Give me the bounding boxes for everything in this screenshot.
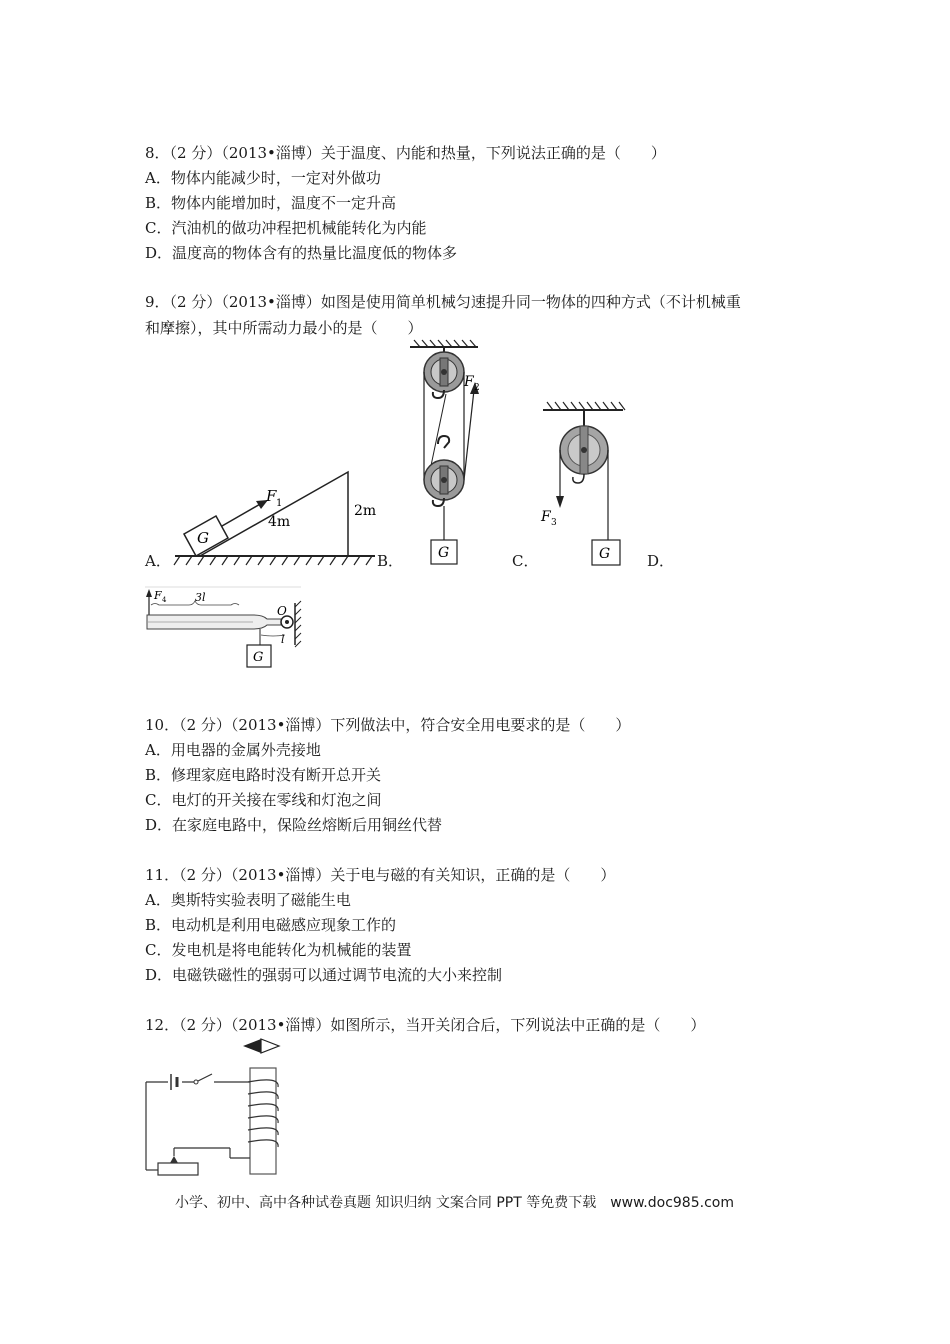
- q9-label-a: A．: [145, 552, 171, 570]
- q10-option-b: B．修理家庭电路时没有断开总开关: [145, 766, 382, 784]
- q9-label-b: B．: [377, 552, 404, 570]
- q11-option-d: D．电磁铁磁性的强弱可以通过调节电流的大小来控制: [145, 966, 503, 984]
- q11-option-a: A．奥斯特实验表明了磁能生电: [145, 891, 351, 909]
- fig-d-force-label: F: [154, 589, 162, 602]
- q9-label-d: D．: [647, 552, 675, 570]
- fig-a-block-label: G: [197, 529, 209, 547]
- q8-option-d: D．温度高的物体含有的热量比温度低的物体多: [145, 244, 458, 262]
- q11-option-b: B．电动机是利用电磁感应现象工作的: [145, 916, 397, 934]
- fig-a-force-subscript: 1: [276, 498, 283, 509]
- page-footer: 小学、初中、高中各种试卷真题 知识归纳 文案合同 PPT 等免费下载 www.doc985.com: [175, 1195, 734, 1211]
- q8-option-c: C．汽油机的做功冲程把机械能转化为内能: [145, 219, 427, 237]
- fig-a-force-label: F: [266, 487, 277, 505]
- q8-stem: 8．（2 分）（2013•淄博）关于温度、内能和热量，下列说法正确的是（ ）: [145, 144, 666, 162]
- fig-c-force-label: F: [541, 509, 551, 525]
- fig-b-force-subscript: 2: [474, 383, 480, 393]
- figure-electromagnet-circuit: [140, 1036, 290, 1180]
- q11-stem: 11．（2 分）（2013•淄博）关于电与磁的有关知识，正确的是（ ）: [145, 866, 616, 884]
- q8-option-a: A．物体内能减少时，一定对外做功: [145, 169, 381, 187]
- q10-stem: 10．（2 分）（2013•淄博）下列做法中，符合安全用电要求的是（ ）: [145, 716, 631, 734]
- figure-a-inclined-plane: [170, 268, 380, 578]
- fig-d-force-subscript: 4: [162, 596, 167, 604]
- fig-d-long-arm-label: 3l: [195, 591, 206, 604]
- q9-label-c: C．: [512, 552, 539, 570]
- q10-option-a: A．用电器的金属外壳接地: [145, 741, 321, 759]
- fig-a-height-label: 2m: [354, 503, 377, 519]
- q8-option-b: B．物体内能增加时，温度不一定升高: [145, 194, 397, 212]
- fig-c-block-label: G: [599, 546, 611, 562]
- q11-option-c: C．发电机是将电能转化为机械能的装置: [145, 941, 412, 959]
- q10-option-c: C．电灯的开关接在零线和灯泡之间: [145, 791, 382, 809]
- q9-stem-line2: 和摩擦），其中所需动力最小的是（ ）: [145, 319, 423, 337]
- fig-b-force-label: F: [464, 374, 474, 390]
- q10-option-d: D．在家庭电路中，保险丝熔断后用铜丝代替: [145, 816, 443, 834]
- figure-d-lever: [143, 585, 308, 675]
- figure-b-pulley-block: [400, 338, 500, 570]
- figure-c-fixed-pulley: [535, 400, 635, 572]
- fig-b-block-label: G: [438, 545, 450, 561]
- fig-c-force-subscript: 3: [551, 518, 557, 528]
- fig-d-block-label: G: [253, 650, 264, 665]
- fig-d-pivot-label: O: [277, 604, 287, 618]
- fig-a-length-label: 4m: [268, 514, 291, 530]
- q12-stem: 12．（2 分）（2013•淄博）如图所示，当开关闭合后，下列说法中正确的是（ ）: [145, 1016, 706, 1034]
- q9-stem-line1: 9．（2 分）（2013•淄博）如图是使用简单机械匀速提升同一物体的四种方式（不计机械重: [145, 293, 741, 311]
- fig-d-short-arm-label: l: [281, 633, 285, 646]
